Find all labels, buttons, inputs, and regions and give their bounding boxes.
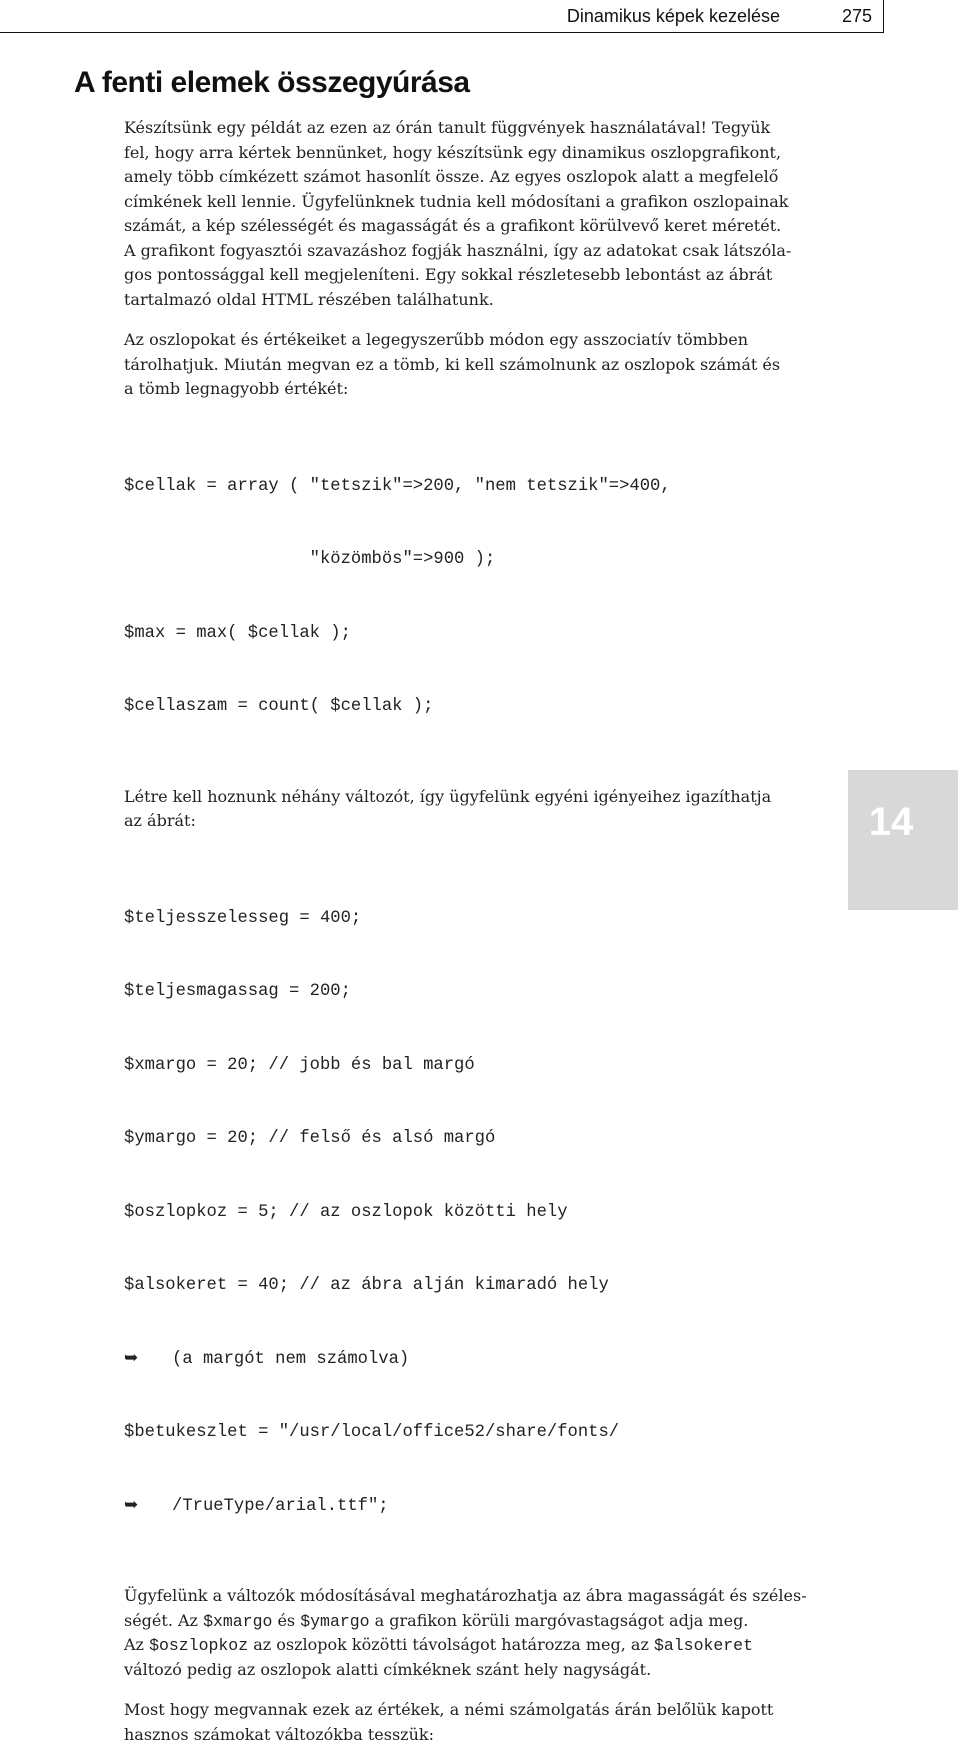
code-line: $teljesmagassag = 200;	[124, 980, 834, 1005]
running-header-title: Dinamikus képek kezelése	[0, 6, 780, 27]
text-line: fel, hogy arra kértek bennünket, hogy készítsünk egy dinamikus oszlopgrafikont,	[124, 141, 834, 166]
code-block-array	[124, 426, 834, 769]
paragraph-margins	[124, 1584, 834, 1682]
paragraph-array	[124, 328, 834, 402]
code-line: $ymargo = 20; // felső és alsó margó	[124, 1127, 834, 1152]
text-line: változó pedig az oszlopok alatti címkéknek szánt hely nagyságát.	[124, 1658, 834, 1683]
code-line: "közömbös"=>900 );	[124, 548, 834, 573]
text-fragment: az oszlopok közötti távolságot határozza meg, az	[248, 1635, 654, 1654]
code-line: $max = max( $cellak );	[124, 622, 834, 647]
code-line: $betukeszlet = "/usr/local/office52/share/fonts/	[124, 1421, 834, 1446]
continuation-arrow-icon: ➥	[124, 1348, 172, 1373]
chapter-tab	[848, 770, 958, 910]
text-line	[124, 1609, 834, 1634]
inline-code: $xmargo	[203, 1612, 272, 1631]
text-fragment: Az	[124, 1635, 149, 1654]
paragraph-variables	[124, 785, 834, 834]
header-rule	[0, 32, 884, 33]
header-vertical-rule	[883, 0, 884, 32]
code-line	[124, 1495, 834, 1520]
text-fragment: a grafikon körüli margóvastagságot adja meg.	[370, 1611, 749, 1630]
code-line	[124, 1348, 834, 1373]
inline-code: $alsokeret	[654, 1636, 753, 1655]
code-line: $xmargo = 20; // jobb és bal margó	[124, 1054, 834, 1079]
code-line: $cellak = array ( "tetszik"=>200, "nem tetszik"=>400,	[124, 475, 834, 500]
text-line: Ügyfelünk a változók módosításával meghatározhatja az ábra magasságát és széles-	[124, 1584, 834, 1609]
text-line: címkének kell lennie. Ügyfelünknek tudnia kell módosítani a grafikon oszlopainak	[124, 190, 834, 215]
page-number: 275	[842, 6, 872, 27]
code-block-variables	[124, 858, 834, 1569]
code-line: $oszlopkoz = 5; // az oszlopok közötti hely	[124, 1201, 834, 1226]
text-line: a tömb legnagyobb értékét:	[124, 377, 834, 402]
code-line: $alsokeret = 40; // az ábra alján kimaradó hely	[124, 1274, 834, 1299]
text-line: A grafikont fogyasztói szavazáshoz fogják használni, így az adatokat csak látszóla-	[124, 239, 834, 264]
code-line: $teljesszelesseg = 400;	[124, 907, 834, 932]
continuation-arrow-icon: ➥	[124, 1495, 172, 1520]
code-continuation: (a margót nem számolva)	[172, 1350, 409, 1369]
chapter-number: 14	[848, 800, 934, 845]
code-continuation: /TrueType/arial.ttf";	[172, 1497, 389, 1516]
paragraph-intro	[124, 116, 834, 312]
code-line: $cellaszam = count( $cellak );	[124, 695, 834, 720]
text-line: az ábrát:	[124, 809, 834, 834]
section-heading: A fenti elemek összegyúrása	[74, 66, 470, 100]
text-line: Az oszlopokat és értékeiket a legegyszerűbb módon egy asszociatív tömbben	[124, 328, 834, 353]
text-line: Létre kell hoznunk néhány változót, így ügyfelünk egyéni igényeihez igazíthatja	[124, 785, 834, 810]
inline-code: $oszlopkoz	[149, 1636, 248, 1655]
text-line: gos pontossággal kell megjeleníteni. Egy sokkal részletesebb lebontást az ábrát	[124, 263, 834, 288]
text-line: Most hogy megvannak ezek az értékek, a némi számolgatás árán belőlük kapott	[124, 1698, 834, 1723]
text-line: számát, a kép szélességét és magasságát és a grafikont körülvevő keret méretét.	[124, 214, 834, 239]
text-fragment: és	[272, 1611, 300, 1630]
paragraph-compute	[124, 1698, 834, 1747]
page-content	[124, 116, 834, 1747]
text-line: Készítsünk egy példát az ezen az órán tanult függvények használatával! Tegyük	[124, 116, 834, 141]
text-line: tartalmazó oldal HTML részében találhatunk.	[124, 288, 834, 313]
inline-code: $ymargo	[300, 1612, 369, 1631]
text-line: amely több címkézett számot hasonlít össze. Az egyes oszlopok alatt a megfelelő	[124, 165, 834, 190]
text-line	[124, 1633, 834, 1658]
text-fragment: ségét. Az	[124, 1611, 203, 1630]
text-line: tárolhatjuk. Miután megvan ez a tömb, ki kell számolnunk az oszlopok számát és	[124, 353, 834, 378]
text-line: hasznos számokat változókba tesszük:	[124, 1723, 834, 1747]
